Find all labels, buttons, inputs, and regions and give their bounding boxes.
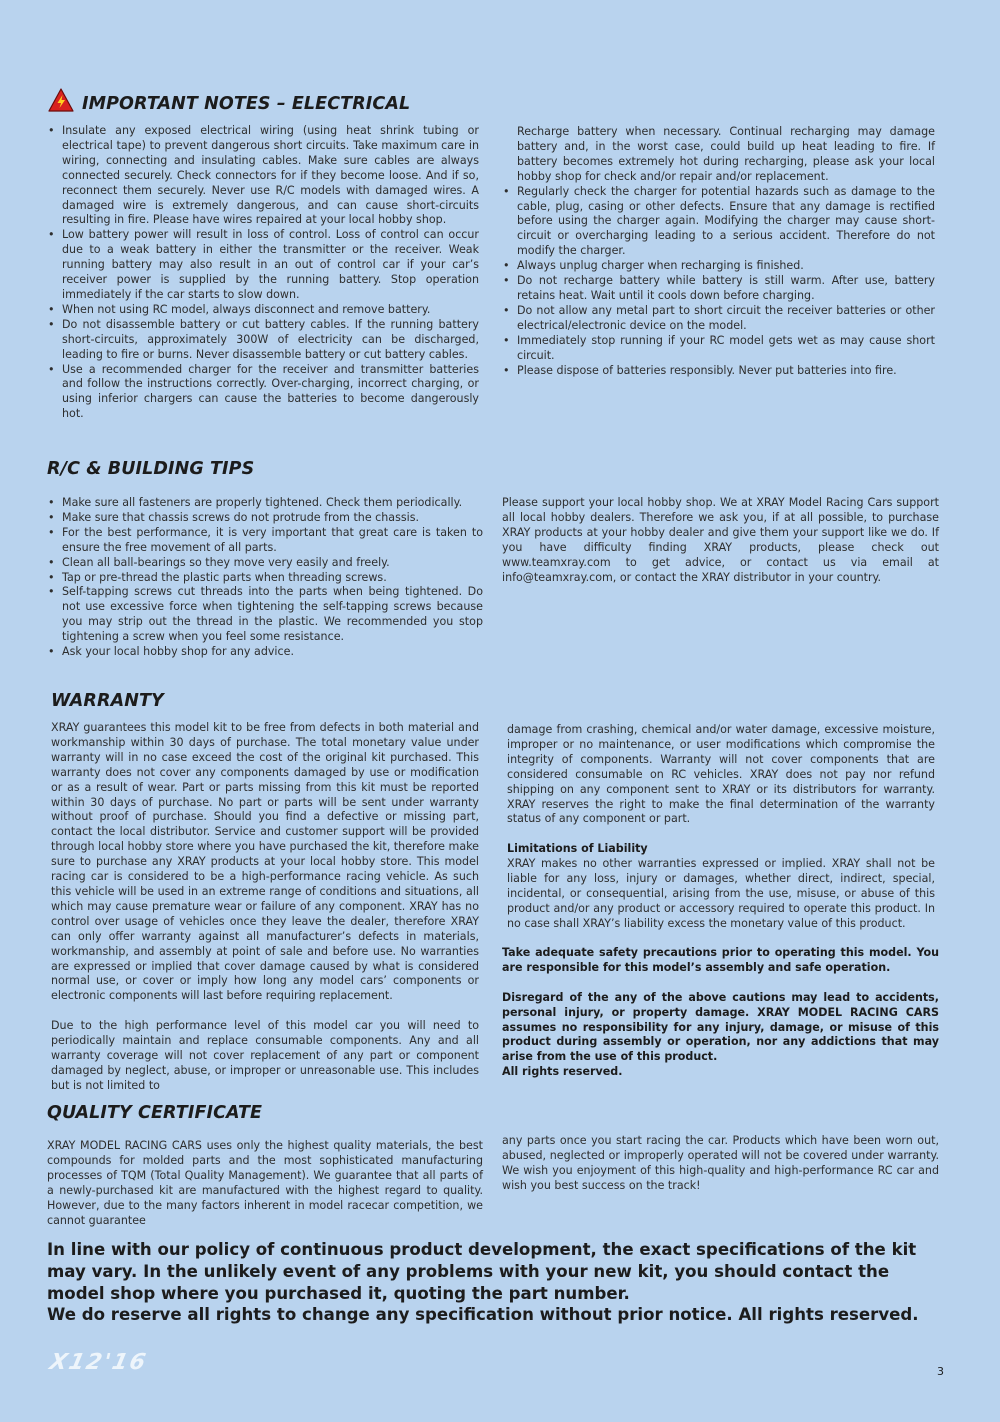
list-item: • Insulate any exposed electrical wiring (using heat shrink tubing or electrical tape) to prevent dangerous short circuits. Take maximum care in wiring, connecting and insulating cables. Make sure cables are always connected securely. Check connectors for if they become loose. And if so, reconnect them securely. Never use R/C models with damaged wires. A damaged wire is extremely dangerous, and can cause short-circuits resulting in fire. Please have wires repaired at your local hobby shop. <box>47 124 479 228</box>
quality-left-column <box>47 1139 483 1228</box>
list-item: • Clean all ball-bearings so they move very easily and freely. <box>47 556 483 571</box>
electrical-left-column <box>47 124 479 422</box>
tips-right-column <box>502 496 939 585</box>
footer-note-text: We do reserve all rights to change any specification without prior notice. All rights reserved. <box>47 1305 919 1325</box>
quality-right-column <box>502 1134 939 1194</box>
list-item: • Do not disassemble battery or cut battery cables. If the running battery short-circuits, approximately 300W of electricity can be discharged, leading to fire or burns. Never disassemble battery or cut battery cables. <box>47 318 479 363</box>
safety-paragraph: Take adequate safety precautions prior to operating this model. You are responsible for this model’s assembly and safe operation. <box>502 946 939 974</box>
electrical-left-list <box>47 124 479 422</box>
tips-list <box>47 496 483 660</box>
page-number: 3 <box>937 1365 944 1378</box>
warranty-paragraph: damage from crashing, chemical and/or water damage, excessive moisture, improper or no maintenance, or user modifications which compromise the integrity of components. Warranty will not cover components that are considered consumable on RC vehicles. XRAY does not pay nor refund shipping on any component sent to XRAY or its distributors for warranty. XRAY reserves the right to make the final determination of the warranty status of any component or part. <box>507 723 935 826</box>
list-item: • Please dispose of batteries responsibly. Never put batteries into fire. <box>502 364 935 379</box>
electrical-continuation: Recharge battery when necessary. Continual recharging may damage battery and, in the worst case, could build up heat leading to fire. If battery becomes extremely hot during recharging, please ask your local hobby shop for check and/or repair and/or replacement. <box>517 125 935 183</box>
list-item: • Always unplug charger when recharging is finished. <box>502 259 935 274</box>
warranty-paragraph: Due to the high performance level of this model car you will need to periodically maintain and replace consumable components. Any and all warranty coverage will not cover replacement of any part or component damaged by neglect, abuse, or improper or unreasonable use. This includes but is not limited to <box>51 1019 479 1092</box>
safety-notice <box>502 946 939 1080</box>
warranty-title: WARRANTY <box>51 691 164 711</box>
footer-note-text: In line with our policy of continuous product development, the exact specifications of the kit may vary. In the unlikely event of any problems with your new kit, you should contact the model shop where you purchased it, quoting the part number. <box>47 1240 917 1303</box>
warranty-paragraph: XRAY guarantees this model kit to be free from defects in both material and workmanship within 30 days of purchase. The total monetary value under warranty will in no case exceed the cost of the original kit purchased. This warranty does not cover any components damaged by use or modification or as a result of wear. Part or parts missing from this kit must be reported within 30 days of purchase. No part or parts will be sent under warranty without proof of purchase. Should you find a defective or missing part, contact the local distributor. Service and customer support will be provided through local hobby store where you have purchased the kit, therefore make sure to purchase any XRAY products at your local hobby store. This model racing car is considered to be a high-performance racing vehicle. As such this vehicle will be used in an extreme range of conditions and situations, all which may cause premature wear or failure of any component. XRAY has no control over usage of vehicles once they leave the dealer, therefore XRAY can only offer warranty against all manufacturer’s defects in materials, workmanship, and assembly at point of sale and before use. No warranties are expressed or implied that cover damage caused by what is considered normal use, or cover or imply how long any model cars’ components or electronic components will last before requiring replacement. <box>51 721 479 1003</box>
hobby-shop-text: Please support your local hobby shop. We at XRAY Model Racing Cars support all local hobby dealers. Therefore we ask you, if at all possible, to purchase XRAY products at your hobby dealer and give them your support like we do. If you have difficulty finding XRAY products, please check out www.teamxray.com to get advice, or contact us via email at info@teamxray.com, or contact the XRAY distributor in your country. <box>502 496 939 584</box>
footer-note <box>47 1239 947 1326</box>
electrical-right-list <box>502 185 935 379</box>
electrical-title: IMPORTANT NOTES – ELECTRICAL <box>82 94 411 114</box>
model-logo: X12'16 <box>47 1350 150 1375</box>
warning-triangle-icon <box>48 88 74 112</box>
quality-title: QUALITY CERTIFICATE <box>47 1103 263 1123</box>
warranty-right-column <box>507 723 935 932</box>
list-item: • Make sure that chassis screws do not protrude from the chassis. <box>47 511 483 526</box>
liability-text: XRAY makes no other warranties expressed or implied. XRAY shall not be liable for any loss, injury or damages, whether direct, indirect, special, incidental, or consequential, arising from the use, misuse, or abuse of this product and/or any product or accessory required to operate this product. In no case shall XRAY’s liability excess the monetary value of this product. <box>507 857 935 930</box>
quality-paragraph: XRAY MODEL RACING CARS uses only the highest quality materials, the best compounds for molded parts and the most sophisticated manufacturing processes of TQM (Total Quality Management). We guarantee that all parts of a newly-purchased kit are manufactured with the highest regard to quality. However, due to the many factors inherent in model racecar competition, we cannot guarantee <box>47 1139 483 1227</box>
list-item: • Immediately stop running if your RC model gets wet as may cause short circuit. <box>502 334 935 364</box>
list-item: • Do not allow any metal part to short circuit the receiver batteries or other electrical/electronic device on the model. <box>502 304 935 334</box>
list-item: • Ask your local hobby shop for any advice. <box>47 645 483 660</box>
list-item: • When not using RC model, always disconnect and remove battery. <box>47 303 479 318</box>
list-item: • Do not recharge battery while battery is still warm. After use, battery retains heat. Wait until it cools down before charging. <box>502 274 935 304</box>
warranty-left-column <box>51 721 479 1094</box>
list-item: • Regularly check the charger for potential hazards such as damage to the cable, plug, casing or other defects. Ensure that any damage is rectified before using the charger again. Modifying the charger may cause short-circuit or overcharging leading to a serious accident. Therefore do not modify the charger. <box>502 185 935 260</box>
list-item: • Self-tapping screws cut threads into the parts when being tightened. Do not use excessive force when tightening the self-tapping screws because you may strip out the thread in the plastic. We recommended you stop tightening a screw when you feel some resistance. <box>47 585 483 645</box>
list-item: • Make sure all fasteners are properly tightened. Check them periodically. <box>47 496 483 511</box>
liability-title: Limitations of Liability <box>507 842 648 856</box>
tips-left-column <box>47 496 483 660</box>
list-item: • Use a recommended charger for the receiver and transmitter batteries and follow the instructions correctly. Over-charging, incorrect charging, or using inferior chargers can cause the batteries to become dangerously hot. <box>47 363 479 423</box>
electrical-right-column <box>502 125 935 378</box>
quality-paragraph: any parts once you start racing the car. Products which have been worn out, abused, neglected or improperly operated will not be covered under warranty. We wish you enjoyment of this high-quality and high-performance RC car and wish you best success on the track! <box>502 1134 939 1192</box>
safety-paragraph: Disregard of the any of the above cautions may lead to accidents, personal injury, or property damage. XRAY MODEL RACING CARS assumes no responsibility for any injury, damage, or misuse of this product during assembly or operation, nor any addictions that may arise from the use of this product. <box>502 990 939 1064</box>
list-item: • Low battery power will result in loss of control. Loss of control can occur due to a weak battery in either the transmitter or the receiver. Weak running battery may also result in an out of control car if your car’s receiver power is supplied by the running battery. Stop operation immediately if the car starts to slow down. <box>47 228 479 303</box>
tips-title: R/C & BUILDING TIPS <box>47 459 255 479</box>
safety-paragraph: All rights reserved. <box>502 1065 623 1079</box>
list-item: • For the best performance, it is very important that great care is taken to ensure the free movement of all parts. <box>47 526 483 556</box>
list-item: • Tap or pre-thread the plastic parts when threading screws. <box>47 571 483 586</box>
